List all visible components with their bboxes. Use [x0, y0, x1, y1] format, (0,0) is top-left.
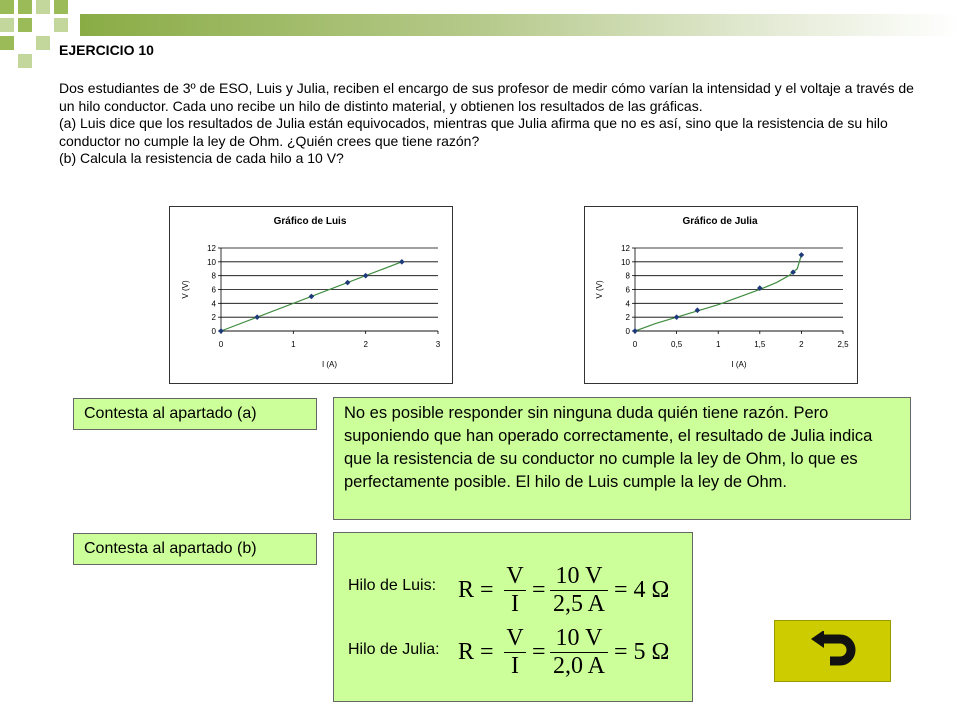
deco-square [0, 18, 14, 32]
chart-title: Gráfico de Luis [273, 216, 347, 227]
data-point [632, 328, 638, 334]
x-tick-label: 2 [799, 340, 804, 349]
x-tick-label: 0,5 [671, 340, 683, 349]
luis-current: 2,5 A [552, 591, 605, 617]
deco-square [18, 18, 32, 32]
x-tick-label: 3 [435, 340, 441, 349]
data-point [254, 314, 260, 320]
data-point [309, 294, 315, 300]
y-tick-label: 12 [621, 244, 630, 253]
deco-square [36, 36, 50, 50]
deco-square [18, 54, 32, 68]
part-b-label: Contesta al apartado (b) [73, 533, 317, 565]
julia-values-fraction [550, 625, 608, 680]
y-tick-label: 10 [621, 257, 630, 267]
part-b-answer [333, 532, 693, 702]
y-tick-label: 4 [625, 299, 630, 309]
y-tick-label: 0 [625, 327, 630, 336]
y-tick-label: 8 [625, 271, 630, 281]
statement-intro: Dos estudiantes de 3º de ESO, Luis y Julia, reciben el encargo de sus profesor de medir cómo varían la intensidad y el voltaje a través de un hilo conductor. Cada uno recibe un hilo de distinto material, y obtienen los resultados de las gráficas. [59, 80, 914, 114]
julia-r-symbol: R = [458, 639, 494, 665]
y-tick-label: 2 [211, 313, 216, 323]
exercise-title: EJERCICIO 10 [59, 42, 154, 58]
problem-statement [59, 80, 919, 168]
chart-luis-svg [170, 207, 452, 383]
chart-julia [584, 206, 858, 384]
chart-julia-svg [585, 207, 857, 383]
trend-line [635, 255, 801, 331]
luis-equals: = [532, 577, 546, 603]
data-point [345, 280, 351, 286]
julia-i: I [511, 653, 519, 679]
julia-result: = 5 Ω [614, 639, 670, 665]
x-tick-label: 1 [715, 340, 721, 349]
chart-title: Gráfico de Julia [682, 216, 758, 227]
return-arrow-icon [808, 631, 858, 671]
luis-r-symbol: R = [458, 577, 494, 603]
deco-square [0, 0, 14, 14]
luis-i: I [511, 591, 519, 617]
deco-square [54, 18, 68, 32]
luis-values-fraction [550, 563, 608, 618]
data-point [695, 307, 701, 313]
deco-square [54, 0, 68, 14]
julia-current: 2,0 A [552, 653, 605, 679]
julia-wire-label: Hilo de Julia: [348, 641, 440, 658]
back-button[interactable] [774, 620, 891, 682]
statement-part-b: (b) Calcula la resistencia de cada hilo a 10 V? [59, 150, 344, 166]
y-tick-label: 6 [625, 285, 630, 295]
y-tick-label: 0 [211, 327, 216, 336]
data-point [363, 273, 369, 279]
julia-voltage: 10 V [555, 625, 603, 651]
luis-v-over-i [504, 563, 526, 618]
x-axis-label: I (A) [321, 360, 338, 369]
deco-square [0, 36, 14, 50]
luis-result: = 4 Ω [614, 577, 670, 603]
julia-v-over-i [504, 625, 526, 680]
data-point [674, 314, 680, 320]
x-tick-label: 2 [363, 340, 368, 349]
part-a-label: Contesta al apartado (a) [73, 398, 317, 430]
chart-luis [169, 206, 453, 384]
x-tick-label: 0 [632, 340, 638, 349]
luis-v: V [506, 563, 524, 589]
y-tick-label: 8 [211, 271, 216, 281]
data-point [218, 328, 224, 334]
y-axis-label: V (V) [595, 280, 604, 299]
x-tick-label: 2,5 [837, 340, 849, 349]
x-tick-label: 1 [291, 340, 296, 349]
x-tick-label: 1,5 [754, 340, 766, 349]
luis-formula [458, 563, 688, 619]
statement-part-a: (a) Luis dice que los resultados de Julia están equivocados, mientras que Julia afirma que no es así, sino que la resistencia de su hilo conductor no cumple la ley de Ohm. ¿Quién crees que tiene razón? [59, 115, 888, 149]
deco-square [18, 0, 32, 14]
luis-wire-label: Hilo de Luis: [348, 577, 437, 594]
julia-v: V [506, 625, 524, 651]
y-tick-label: 4 [211, 299, 216, 309]
data-point [799, 252, 805, 258]
y-tick-label: 2 [625, 313, 630, 323]
y-tick-label: 10 [207, 257, 216, 267]
deco-square [36, 0, 50, 14]
luis-voltage: 10 V [555, 563, 603, 589]
header-gradient-bar [80, 14, 960, 36]
x-tick-label: 0 [218, 340, 224, 349]
y-tick-label: 6 [211, 285, 216, 295]
data-point [399, 259, 405, 265]
y-tick-label: 12 [207, 244, 216, 253]
julia-formula [458, 625, 688, 681]
part-a-answer: No es posible responder sin ninguna duda quién tiene razón. Pero suponiendo que han operado correctamente, el resultado de Julia indica que la resistencia de su conductor no cumple la ley de Ohm, lo que es perfectamente posible. El hilo de Luis cumple la ley de Ohm. [333, 397, 911, 520]
x-axis-label: I (A) [731, 360, 747, 369]
y-axis-label: V (V) [181, 280, 190, 299]
julia-equals: = [532, 639, 546, 665]
